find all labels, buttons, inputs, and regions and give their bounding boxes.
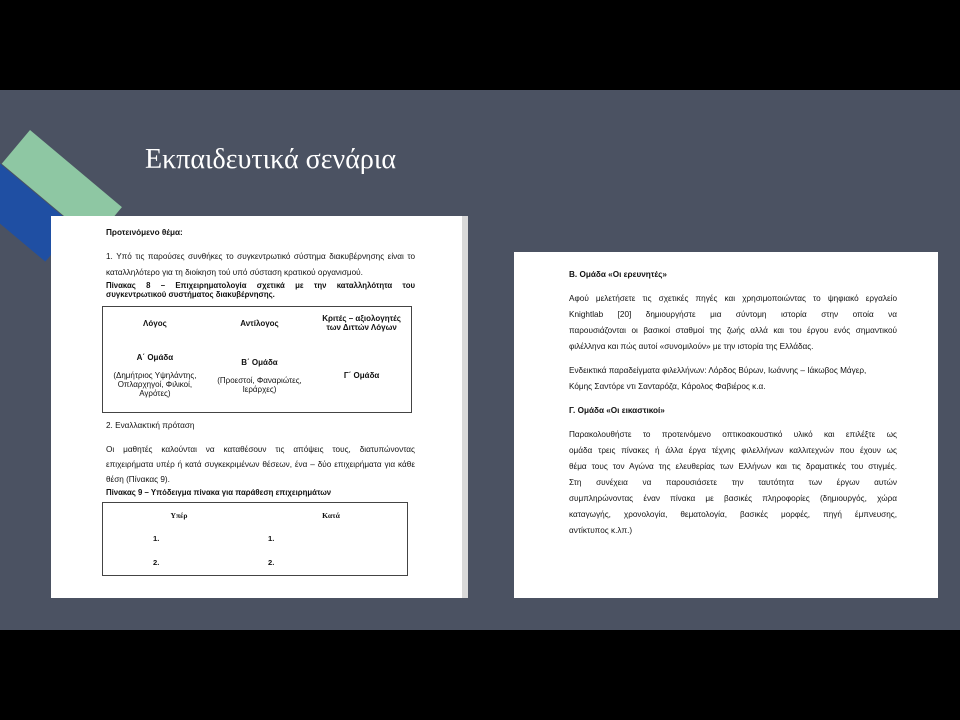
slide-title: Εκπαιδευτικά σενάρια bbox=[145, 144, 397, 175]
arguments-template-table bbox=[102, 502, 408, 576]
topic-line-1: 1. Υπό τις παρούσες συνθήκες το συγκεντρωτικό σύστημα διακυβέρνησης είναι το bbox=[106, 252, 415, 261]
table8-group-b: Β΄ Ομάδα (Προεστοί, Φαναριώτες, Ιεράρχες) bbox=[217, 357, 302, 394]
table8-group-c: Γ΄ Ομάδα bbox=[343, 371, 380, 381]
table8-caption-1: Πίνακας 8 – Επιχειρηματολογία σχετικά με την καταλληλότητα του bbox=[106, 281, 415, 290]
alternative-heading: 2. Εναλλακτική πρόταση bbox=[106, 421, 195, 430]
group-c-heading: Γ. Ομάδα «Οι εικαστικοί» bbox=[569, 406, 665, 415]
group-b-line-3: παρουσιάζονται οι βασικοί σταθμοί της ζωής αλλά και του έργου ενός σημαντικού bbox=[569, 326, 897, 335]
table9-header-for: Υπέρ bbox=[170, 510, 188, 520]
group-b-heading: Β. Ομάδα «Οι ερευνητές» bbox=[569, 270, 667, 279]
document-excerpt-left bbox=[51, 216, 468, 598]
group-c-line-4: Στη συνέχεια να παρουσιάσετε την ταυτότητα των έργων αυτών bbox=[569, 478, 897, 487]
group-b-line-2: Knightlab [20] δημιουργήστε μια σύντομη ιστορία στην οποία να bbox=[569, 310, 897, 319]
group-b-examples-1: Ενδεικτικά παραδείγματα φιλελλήνων: Λόρδος Βύρων, Ιωάννης – Ιάκωβος Μάγερ, bbox=[569, 366, 867, 375]
alternative-line-2: επιχειρήματα υπέρ ή κατά συγκεκριμένων θέσεων, ένα – δύο επιχειρήματα για κάθε bbox=[106, 460, 415, 469]
table9-against-1: 1. bbox=[268, 534, 275, 544]
table8-caption-2: συγκεντρωτικού συστήματος διακυβέρνησης. bbox=[106, 290, 275, 299]
group-b-line-1: Αφού μελετήσετε τις σχετικές πηγές και χρησιμοποιώντας το ψηφιακό εργαλείο bbox=[569, 294, 897, 303]
group-b-line-4: φιλέλληνα και πώς αυτοί «συνομιλούν» με την ιστορία της Ελλάδας. bbox=[569, 342, 814, 351]
slide bbox=[0, 90, 960, 630]
table9-header-against: Κατά bbox=[322, 510, 340, 520]
group-c-line-7: αντίκτυπος κ.λπ.) bbox=[569, 526, 633, 535]
topic-line-2: καταλληλότερο για τη διοίκηση τού υπό σύσταση κρατικού οργανισμού. bbox=[106, 268, 363, 277]
table9-caption: Πίνακας 9 – Υπόδειγμα πίνακα για παράθεση επιχειρημάτων bbox=[106, 488, 332, 497]
table9-for-1: 1. bbox=[153, 534, 160, 544]
table9-against-2: 2. bbox=[268, 558, 275, 568]
group-b-examples-2: Κόμης Σαντόρε ντι Σανταρόζα, Κάρολος Φαβιέρος κ.α. bbox=[569, 382, 766, 391]
alternative-line-1: Οι μαθητές καλούνται να καταθέσουν τις απόψεις τους, διατυπώνοντας bbox=[106, 445, 415, 454]
table9-for-2: 2. bbox=[153, 558, 160, 568]
group-c-line-1: Παρακολουθήστε το προτεινόμενο οπτικοακουστικό υλικό και επιλέξτε ως bbox=[569, 430, 897, 439]
group-c-line-3: θέμα τους τον Αγώνα της ελευθερίας των Ελλήνων και τις δραματικές του στιγμές. bbox=[569, 462, 897, 471]
topic-heading: Προτεινόμενο θέμα: bbox=[106, 228, 183, 237]
document-excerpt-right bbox=[514, 252, 938, 598]
group-c-line-5: συμπληρώνοντας έναν πίνακα με βασικές πληροφορίες (δημιουργός, χώρα bbox=[569, 494, 897, 503]
table8-header-logos: Λόγος bbox=[143, 318, 167, 328]
table8-header-judges: Κριτές – αξιολογητές των Διττών Λόγων bbox=[322, 314, 401, 333]
group-c-line-6: καταγωγής, χρονολογία, θεματολογία, βασικές μορφές, πηγή έμπνευσης, bbox=[569, 510, 897, 519]
group-c-line-2: ομάδα τρεις πίνακες ή άλλα έργα τέχνης φιλελλήνων καλλιτεχνών που έχουν ως bbox=[569, 446, 897, 455]
table8-group-a: Α΄ Ομάδα (Δημήτριος Υψηλάντης, Οπλαρχηγοί, Φιλικοί, Αγρότες) bbox=[113, 353, 197, 399]
table8-header-antilogos: Αντίλογος bbox=[240, 318, 279, 328]
alternative-line-3: θέση (Πίνακας 9). bbox=[106, 475, 170, 484]
argument-roles-table bbox=[102, 306, 412, 413]
